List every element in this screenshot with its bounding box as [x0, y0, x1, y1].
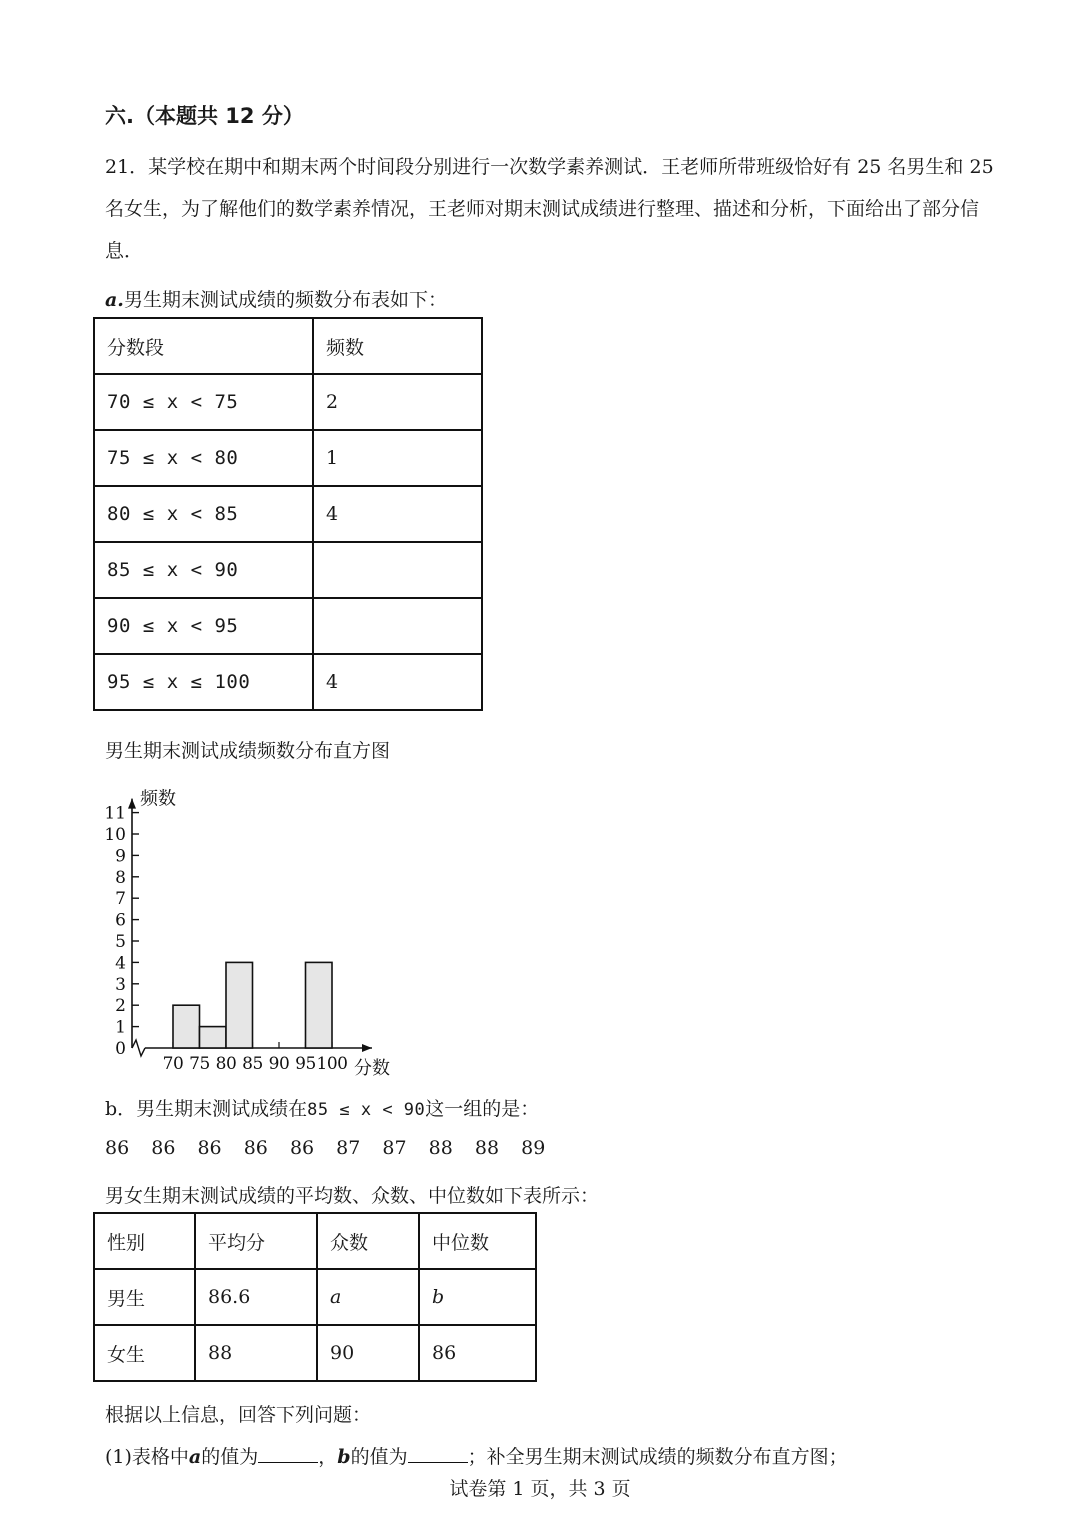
range-cell: 90 ≤ x < 95 [94, 598, 313, 654]
question-intro-line-1: 21．某学校在期中和期末两个时间段分别进行一次数学素养测试．王老师所带班级恰好有 25 名男生和 25 [105, 156, 994, 178]
table-row [94, 1325, 536, 1381]
score-item: 87 [382, 1137, 407, 1159]
part-a-caption [105, 285, 447, 312]
count-cell: 4 [313, 486, 482, 542]
table-row [94, 598, 482, 654]
q1-prefix: (1)表格中 [105, 1446, 189, 1468]
histogram-chart [100, 770, 420, 1085]
y-tick-label: 1 [115, 1017, 126, 1038]
histogram-bar [200, 1027, 227, 1048]
y-tick-label: 5 [115, 932, 126, 952]
part-b-text-before: b．男生期末测试成绩在 [105, 1098, 308, 1120]
mean-cell: 88 [195, 1325, 317, 1381]
y-tick-label: 3 [115, 974, 126, 995]
x-tick-label: 75 [189, 1054, 210, 1074]
mode-cell: a [317, 1269, 419, 1325]
y-tick-label: 6 [115, 910, 126, 931]
q1-var-a: a [188, 1446, 202, 1468]
part-b-text-after: 这一组的是： [425, 1098, 540, 1120]
header-count: 频数 [313, 318, 482, 374]
y-tick-label: 7 [115, 889, 126, 910]
table-row [94, 486, 482, 542]
table-row [94, 430, 482, 486]
q1-mid1: 的值为 [201, 1446, 259, 1468]
frequency-table [93, 317, 483, 711]
question-intro-line-2: 名女生，为了解他们的数学素养情况，王老师对期末测试成绩进行整理、描述和分析，下面给出了部分信 [105, 198, 980, 220]
y-tick-label: 9 [115, 846, 126, 867]
y-tick-label: 4 [115, 953, 126, 974]
table-row [94, 654, 482, 710]
y-tick-label: 10 [104, 825, 126, 845]
axis-break-zigzag [132, 1040, 145, 1056]
stats-table-header [94, 1213, 536, 1269]
answer-intro: 根据以上信息，回答下列问题： [105, 1404, 372, 1426]
histogram-title: 男生期末测试成绩频数分布直方图 [105, 740, 391, 762]
histogram-bar [306, 962, 333, 1048]
score-item: 89 [521, 1137, 546, 1159]
part-b-line [105, 1094, 539, 1121]
x-axis-arrow [362, 1044, 372, 1052]
frequency-table-header [94, 318, 482, 374]
range-cell: 85 ≤ x < 90 [94, 542, 313, 598]
stats-intro: 男女生期末测试成绩的平均数、众数、中位数如下表所示： [105, 1185, 600, 1207]
part-b-range: 85 ≤ x < 90 [307, 1100, 426, 1120]
y-tick-label: 8 [115, 867, 126, 888]
score-item: 86 [197, 1137, 222, 1159]
header-mode: 众数 [317, 1213, 419, 1269]
range-cell: 75 ≤ x < 80 [94, 430, 313, 486]
score-item: 86 [289, 1137, 315, 1159]
q1-suffix: ；补全男生期末测试成绩的频数分布直方图； [467, 1446, 848, 1468]
score-item: 86 [105, 1137, 130, 1159]
histogram-bar [173, 1005, 200, 1048]
x-tick-label: 95 [295, 1054, 316, 1074]
page-footer: 试卷第 1 页，共 3 页 [449, 1478, 631, 1500]
table-row [94, 1269, 536, 1325]
range-cell: 70 ≤ x < 75 [94, 374, 313, 430]
part-a-label: a. [105, 289, 124, 311]
histogram-bar [226, 962, 253, 1048]
question-1 [105, 1442, 848, 1469]
x-tick-label: 100 [316, 1054, 348, 1074]
q1-sep: ， [318, 1446, 338, 1468]
table-row [94, 374, 482, 430]
count-cell: 1 [313, 430, 482, 486]
header-median: 中位数 [419, 1213, 536, 1269]
header-mean: 平均分 [195, 1213, 317, 1269]
mode-cell: 90 [317, 1325, 419, 1381]
gender-cell: 男生 [94, 1269, 195, 1325]
score-item: 86 [243, 1137, 268, 1159]
y-axis-label: 频数 [140, 788, 176, 810]
q1-var-b: b [337, 1446, 351, 1468]
header-range: 分数段 [94, 318, 313, 374]
x-tick-label: 85 [242, 1054, 263, 1074]
question-intro-line-3: 息． [105, 240, 144, 262]
stats-table [93, 1212, 537, 1382]
table-row [94, 542, 482, 598]
y-axis-arrow [128, 799, 136, 809]
score-item: 87 [336, 1137, 361, 1159]
q1-mid2: 的值为 [350, 1446, 408, 1468]
median-cell: 86 [419, 1325, 536, 1381]
y-tick-label: 11 [104, 803, 126, 824]
answer-blank-a[interactable] [258, 1446, 318, 1463]
count-cell: 4 [313, 654, 482, 710]
count-cell [313, 598, 482, 654]
median-cell: b [419, 1269, 536, 1325]
score-item: 88 [474, 1137, 500, 1159]
y-tick-label: 0 [115, 1039, 126, 1059]
count-cell: 2 [313, 374, 482, 430]
score-list [105, 1137, 545, 1159]
x-tick-label: 70 [162, 1054, 184, 1074]
x-tick-label: 80 [215, 1054, 237, 1074]
mean-cell: 86.6 [195, 1269, 317, 1325]
question-intro [105, 146, 995, 272]
part-a-text: 男生期末测试成绩的频数分布表如下： [123, 289, 447, 311]
score-item: 86 [151, 1137, 176, 1159]
count-cell [313, 542, 482, 598]
header-gender: 性别 [94, 1213, 195, 1269]
answer-blank-b[interactable] [408, 1446, 468, 1463]
section-heading: 六.（本题共 12 分） [105, 104, 304, 128]
gender-cell: 女生 [94, 1325, 195, 1381]
range-cell: 80 ≤ x < 85 [94, 486, 313, 542]
x-tick-label: 90 [268, 1054, 290, 1074]
range-cell: 95 ≤ x ≤ 100 [94, 654, 313, 710]
x-axis-label: 分数 [354, 1058, 390, 1079]
y-tick-label: 2 [115, 996, 126, 1017]
score-item: 88 [428, 1137, 453, 1159]
